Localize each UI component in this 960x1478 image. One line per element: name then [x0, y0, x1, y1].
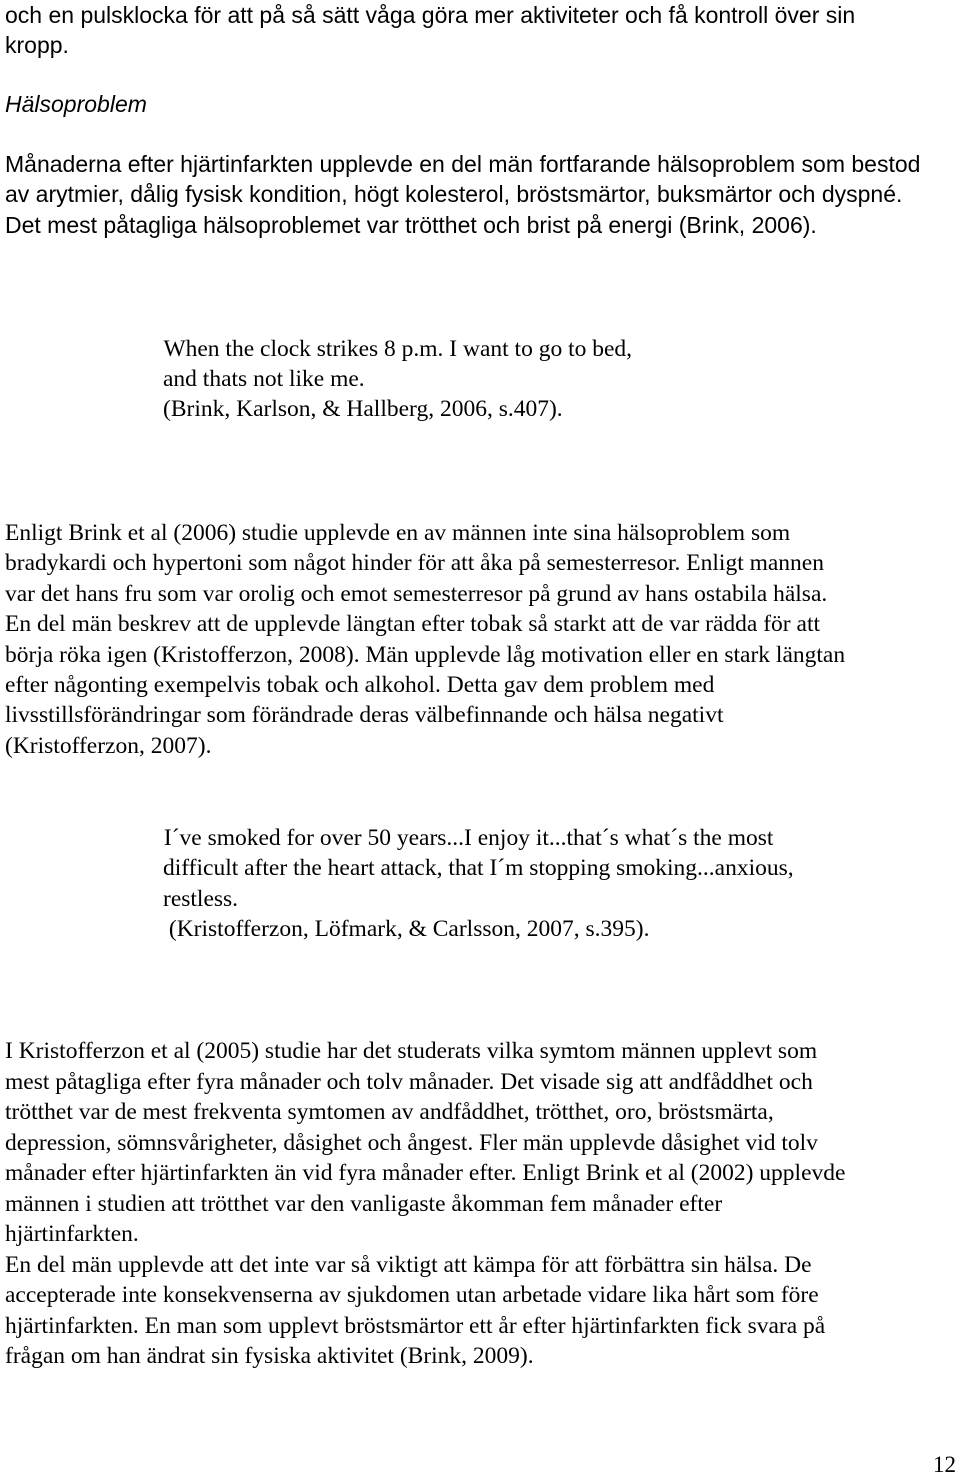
paragraph-line: En del män upplevde att det inte var så viktigt att kämpa för att förbättra sin hälsa. De	[5, 1252, 812, 1278]
paragraph-line: depression, sömnsvårigheter, dåsighet och ångest. Fler män upplevde dåsighet vid tolv	[5, 1130, 818, 1156]
paragraph-line: månader efter hjärtinfarkten än vid fyra månader efter. Enligt Brink et al (2002) upplevde	[5, 1160, 846, 1186]
quote-citation: (Brink, Karlson, & Hallberg, 2006, s.407).	[163, 396, 563, 422]
quote-line: restless.	[163, 886, 244, 912]
paragraph-line: efter någonting exempelvis tobak och alkohol. Detta gav dem problem med	[5, 672, 715, 698]
paragraph-line: börja röka igen (Kristofferzon, 2008). Män upplevde låg motivation eller en stark längtan	[5, 642, 846, 668]
intro-line: kropp.	[5, 32, 69, 58]
quote-line: and thats not like me.	[163, 366, 371, 392]
paragraph-line: I Kristofferzon et al (2005) studie har det studerats vilka symtom männen upplevt som	[5, 1038, 818, 1064]
paragraph-line: livsstillsförändringar som förändrade deras välbefinnande och hälsa negativt	[5, 702, 724, 728]
page-number: 12	[933, 1452, 956, 1477]
paragraph-line: mest påtagliga efter fyra månader och tolv månader. Det visade sig att andfåddhet och	[5, 1069, 813, 1095]
quote-line: When the clock strikes 8 p.m. I want to go to bed,	[158, 336, 633, 362]
paragraph-line: bradykardi och hypertoni som något hinder för att åka på semesterresor. Enligt mannen	[5, 550, 824, 576]
paragraph-line: En del män beskrev att de upplevde längtan efter tobak så starkt att de var rädda för att	[5, 611, 820, 637]
paragraph-line: hjärtinfarkten.	[5, 1221, 139, 1247]
section-heading: Hälsoproblem	[5, 91, 147, 117]
paragraph-line: (Kristofferzon, 2007).	[5, 733, 212, 759]
paragraph-line: männen i studien att trötthet var den vanligaste åkomman fem månader efter	[5, 1191, 723, 1217]
paragraph-line: Enligt Brink et al (2006) studie upplevde en av männen inte sina hälsoproblem som	[5, 520, 791, 546]
paragraph-line: frågan om han ändrat sin fysiska aktivitet (Brink, 2009).	[5, 1343, 534, 1369]
paragraph-line: Det mest påtagliga hälsoproblemet var trötthet och brist på energi (Brink, 2006).	[5, 212, 817, 238]
paragraph-line: trötthet var de mest frekventa symtomen av andfåddhet, trötthet, oro, bröstsmärta,	[5, 1099, 774, 1125]
paragraph-line: av arytmier, dålig fysisk kondition, högt kolesterol, bröstsmärtor, buksmärtor och dyspné.	[5, 181, 903, 207]
paragraph-line: accepterade inte konsekvenserna av sjukdomen utan arbetade vidare lika hårt som före	[5, 1282, 819, 1308]
paragraph-line: var det hans fru som var orolig och emot semesterresor på grund av hans ostabila hälsa.	[5, 581, 828, 607]
paragraph-line: hjärtinfarkten. En man som upplevt bröstsmärtor ett år efter hjärtinfarkten fick svara på	[5, 1313, 826, 1339]
quote-citation: (Kristofferzon, Löfmark, & Carlsson, 2007, s.395).	[163, 916, 650, 942]
quote-line: I´ve smoked for over 50 years...I enjoy it...that´s what´s the most	[158, 825, 774, 851]
quote-line: difficult after the heart attack, that I´m stopping smoking...anxious,	[163, 855, 794, 881]
paragraph-line: Månaderna efter hjärtinfarkten upplevde en del män fortfarande hälsoproblem som bestod	[5, 151, 921, 177]
intro-line: och en pulsklocka för att på så sätt våga göra mer aktiviteter och få kontroll över sin	[5, 2, 856, 28]
